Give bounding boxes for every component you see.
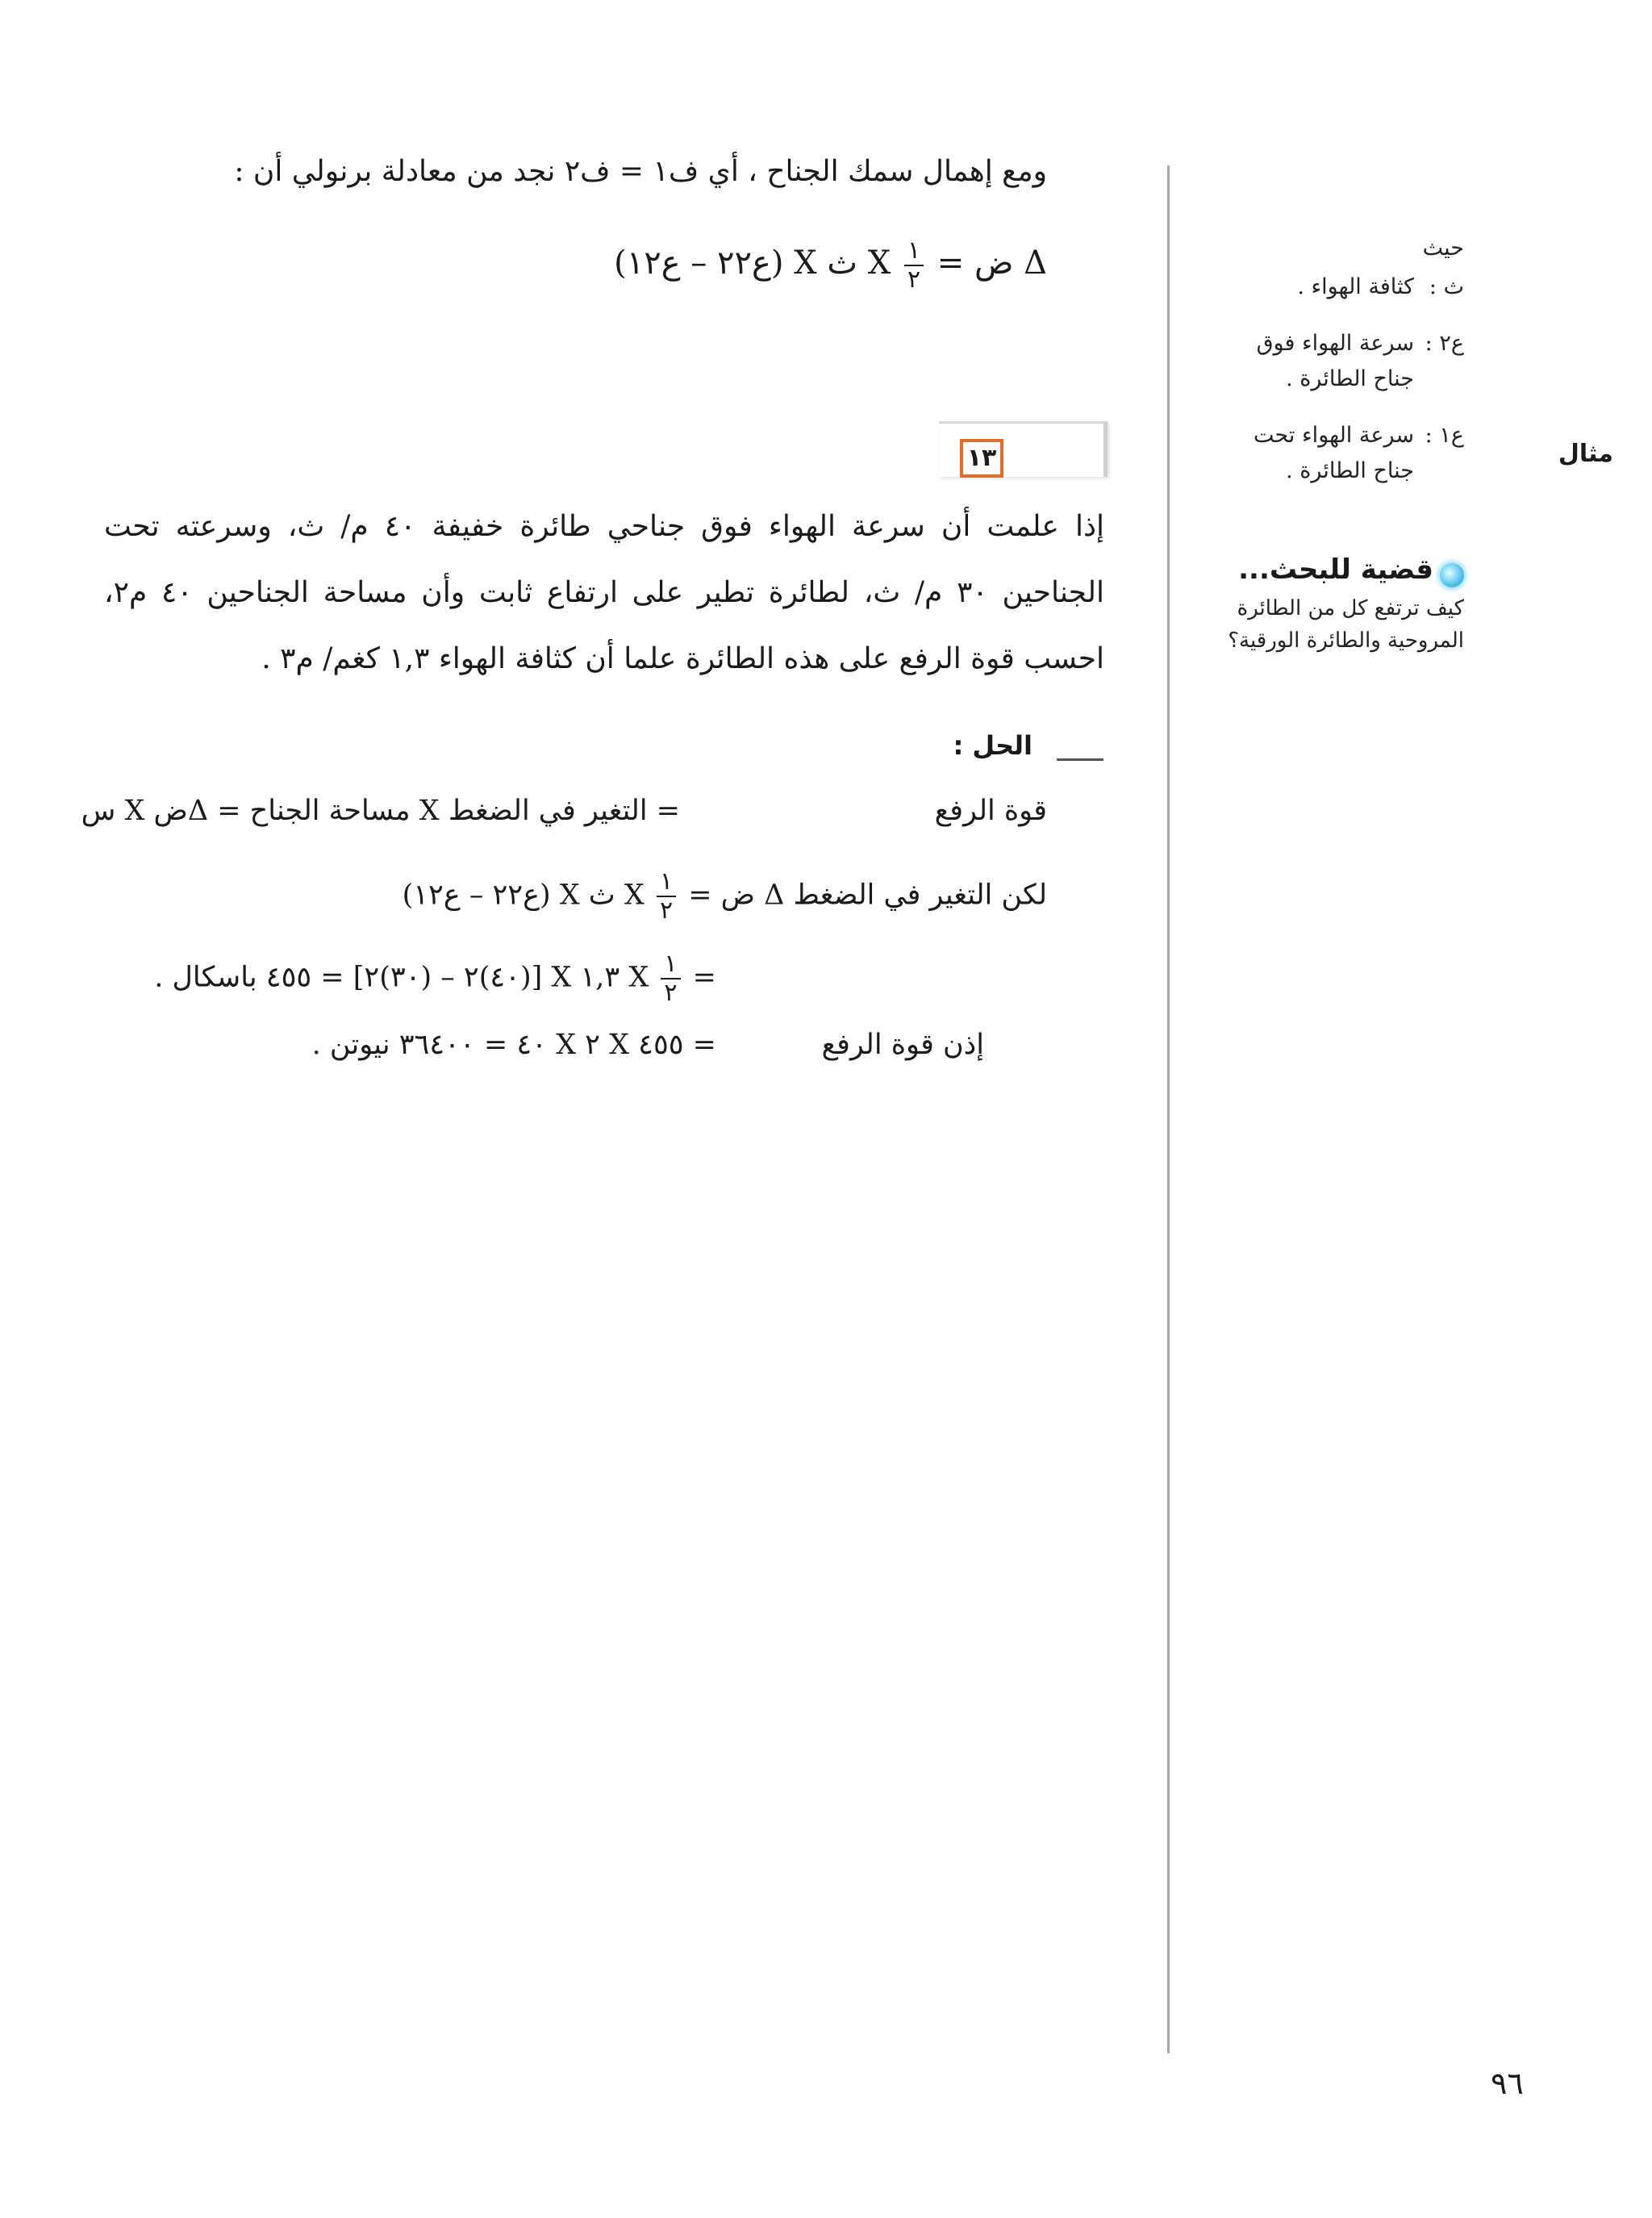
formula-rhs: X ث X (ع٢٢ – ع١٢) — [614, 244, 891, 282]
research-title: قضية للبحث... — [1238, 553, 1433, 586]
step-2-prefix: لكن التغير في الضغط Δ ض = — [688, 879, 1047, 912]
solution-step-4-label: إذن قوة الرفع — [821, 1029, 984, 1061]
definition-symbol: ع١ : — [1425, 423, 1464, 448]
research-header — [1174, 553, 1464, 587]
bernoulli-formula — [614, 236, 1047, 294]
solution-step-2 — [402, 867, 1047, 925]
solution-step-1-expr: = التغير في الضغط X مساحة الجناح = Δض X س — [81, 795, 680, 827]
fraction-denominator: ٢ — [664, 979, 678, 1007]
step-3-suffix: X ١,٣ X [(٤٠)٢ – (٣٠)٢] = ٤٥٥ باسكال . — [154, 961, 649, 994]
solution-step-4-expr: = ٤٥٥ X ٢ X ٤٠ = ٣٦٤٠٠ نيوتن . — [311, 1029, 716, 1061]
fraction-denominator: ٢ — [907, 265, 921, 294]
research-question: كيف ترتفع كل من الطائرة المروحية والطائرة الورقية؟ — [1228, 595, 1464, 653]
intro-text: ومع إهمال سمك الجناح ، أي ف١ = ف٢ نجد من معادلة برنولي أن : — [234, 155, 1047, 188]
example-problem: إذا علمت أن سرعة الهواء فوق جناحي طائرة خفيفة ٤٠ م/ ث، وسرعته تحت الجناحين ٣٠ م/ ث، لطائرة تطير على ارتفاع ثابت وأن مساحة الجناحين ٤٠ م٢، احسب قوة الرفع على هذه الطائرة علما أن كثافة الهواء ١,٣ كغم/ م٣ . — [104, 510, 1105, 675]
definition-symbol: ث : — [1429, 274, 1464, 299]
fraction-numerator: ١ — [661, 952, 680, 980]
fraction-half — [904, 236, 924, 294]
definition-text: سرعة الهواء فوق جناح الطائرة . — [1256, 331, 1414, 391]
solution-heading: الحل : — [953, 730, 1032, 761]
fraction-numerator: ١ — [904, 239, 924, 266]
fraction-numerator: ١ — [657, 870, 676, 897]
definition-density — [1222, 269, 1464, 305]
research-bulb-icon — [1440, 563, 1464, 587]
fraction-denominator: ٢ — [659, 896, 674, 925]
definition-speed-above — [1222, 326, 1464, 397]
definition-symbol: ع٢ : — [1425, 331, 1464, 356]
formula-lhs: Δ ض = — [937, 244, 1047, 282]
step-3-prefix: = — [692, 961, 716, 994]
example-label: مثال — [1558, 440, 1613, 468]
research-box — [1174, 553, 1464, 657]
side-heading: حيث — [1422, 236, 1464, 261]
column-divider — [1167, 165, 1170, 2053]
fraction-half — [661, 952, 680, 1005]
solution-step-3 — [154, 952, 716, 1005]
step-2-suffix: X ث X (ع٢٢ – ع١٢) — [402, 879, 645, 912]
definition-text: سرعة الهواء تحت جناح الطائرة . — [1253, 423, 1414, 483]
solution-step-1-label: قوة الرفع — [934, 795, 1047, 827]
page-number: ٩٦ — [1491, 2066, 1524, 2101]
definition-speed-below — [1222, 418, 1464, 489]
fraction-half — [657, 867, 676, 925]
definition-text: كثافة الهواء . — [1297, 274, 1414, 299]
example-number: ١٣ — [960, 439, 1003, 478]
solution-underline — [1057, 758, 1103, 761]
